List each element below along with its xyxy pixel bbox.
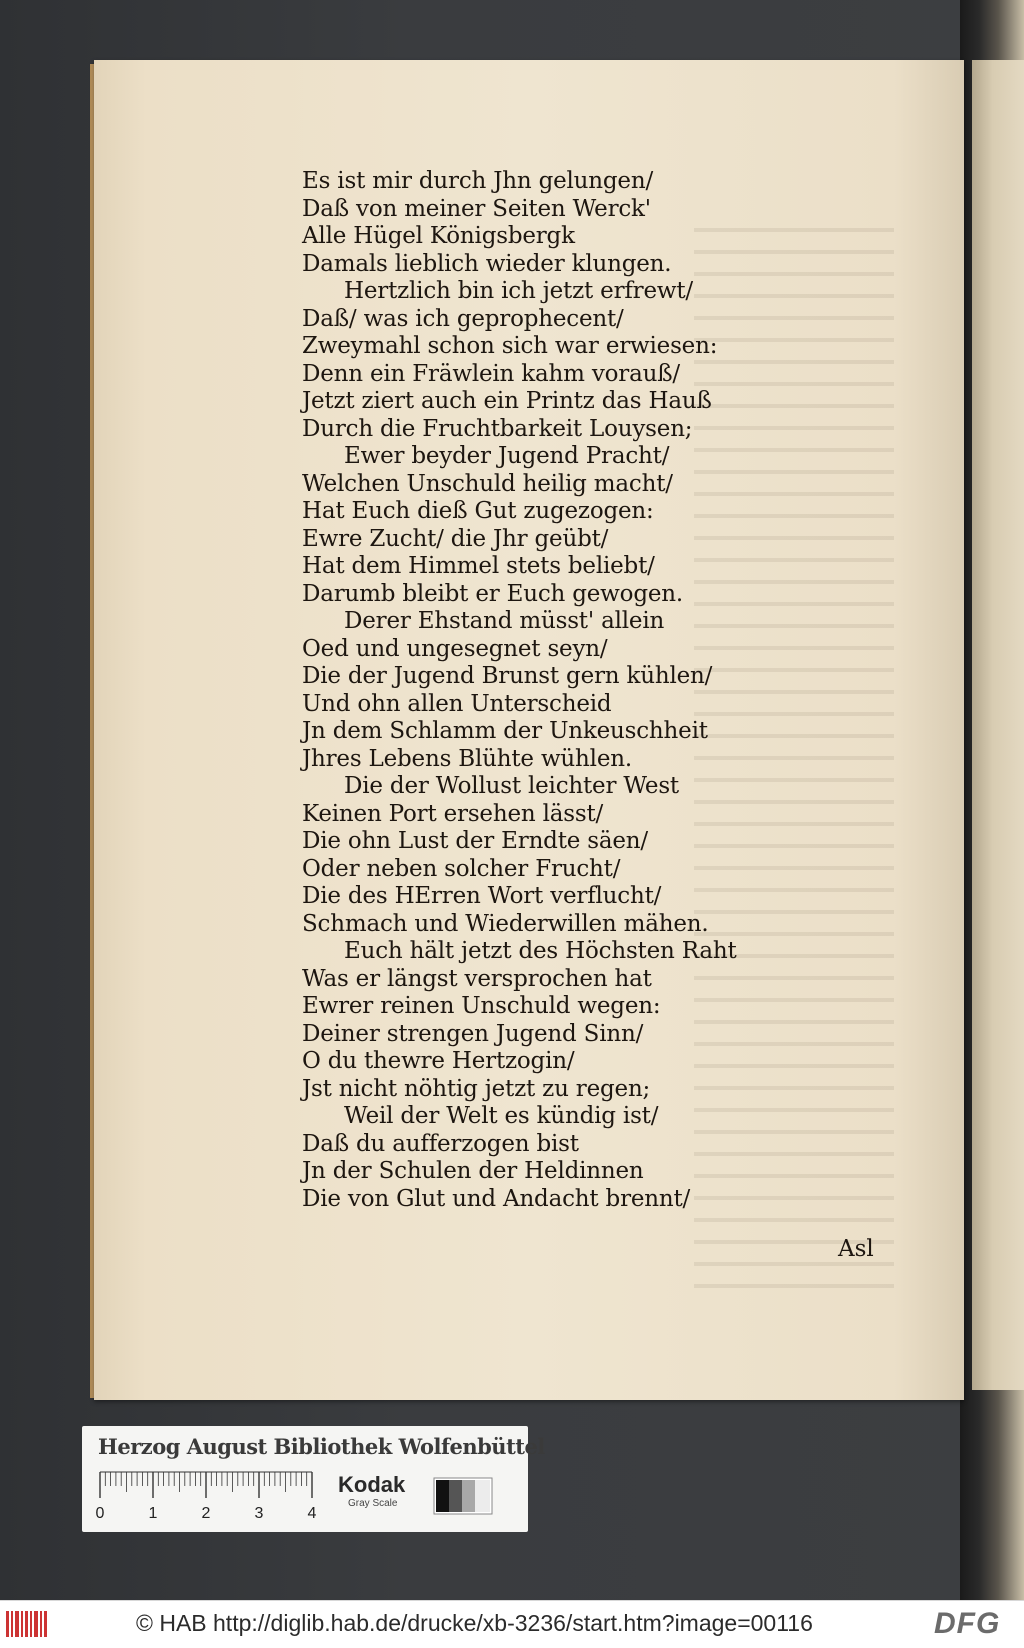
poem-line: Damals lieblich wieder klungen. xyxy=(302,250,672,277)
poem-line: Jn der Schulen der Heldinnen xyxy=(302,1158,644,1184)
poem-line: Euch hält jetzt des Höchsten Raht xyxy=(344,938,737,964)
poem-line: Ewer beyder Jugend Pracht/ xyxy=(344,443,670,469)
poem-line: Die des HErren Wort verflucht/ xyxy=(302,883,662,909)
ruler-number: 3 xyxy=(254,1505,264,1522)
dfg-logo: DFG xyxy=(934,1607,1001,1640)
catchword: Asl xyxy=(838,1236,874,1262)
poem-line: Schmach und Wiederwillen mähen. xyxy=(302,910,709,937)
poem-line: Denn ein Fräwlein kahm vorauß/ xyxy=(302,360,680,387)
poem-line: Welchen Unschuld heilig macht/ xyxy=(302,470,673,497)
ruler-number: 4 xyxy=(307,1505,317,1522)
poem-line: O du thewre Hertzogin/ xyxy=(302,1048,575,1074)
poem-line: Zweymahl schon sich war erwiesen: xyxy=(302,333,718,359)
poem-line: Jetzt ziert auch ein Printz das Hauß xyxy=(302,388,712,414)
poem-line: Deiner strengen Jugend Sinn/ xyxy=(302,1020,644,1047)
poem-line: Darumb bleibt er Euch gewogen. xyxy=(302,580,683,607)
poem-line: Ewrer reinen Unschuld wegen: xyxy=(302,993,661,1019)
poem-line: Die von Glut und Andacht brennt/ xyxy=(302,1185,691,1212)
poem-line: Daß du aufferzogen bist xyxy=(302,1130,579,1157)
poem-line: Weil der Welt es kündig ist/ xyxy=(344,1103,659,1129)
kodak-brand: Kodak xyxy=(338,1472,406,1497)
poem-line: Alle Hügel Königsbergk xyxy=(302,223,575,249)
poem-line: Jn dem Schlamm der Unkeuschheit xyxy=(302,718,708,744)
poem-line: Was er längst versprochen hat xyxy=(302,965,652,992)
hab-barcode-icon xyxy=(6,1611,48,1637)
poem-line: Keinen Port ersehen lässt/ xyxy=(302,800,604,827)
copyright-url[interactable]: © HAB http://diglib.hab.de/drucke/xb-3236/start.htm?image=00116 xyxy=(136,1610,813,1636)
facing-page-edge xyxy=(972,60,1024,1390)
poem-line: Hat Euch dieß Gut zugezogen: xyxy=(302,498,654,524)
poem-line: Jst nicht nöhtig jetzt zu regen; xyxy=(302,1075,651,1102)
poem-line: Oed und ungesegnet seyn/ xyxy=(302,635,608,662)
poem-line: Derer Ehstand müsst' allein xyxy=(344,608,665,634)
poem-line: Und ohn allen Unterscheid xyxy=(302,690,612,717)
poem-line: Die der Jugend Brunst gern kühlen/ xyxy=(302,663,713,689)
color-scale-card xyxy=(82,1426,545,1532)
poem-line: Hat dem Himmel stets beliebt/ xyxy=(302,553,655,579)
gray-scale-swatch xyxy=(434,1478,492,1514)
poem-text xyxy=(302,168,802,1213)
gray-scale-label: Gray Scale xyxy=(348,1498,398,1509)
poem-line: Es ist mir durch Jhn gelungen/ xyxy=(302,168,653,194)
ruler-number: 1 xyxy=(148,1505,158,1522)
poem-line: Durch die Fruchtbarkeit Louysen; xyxy=(302,415,693,442)
poem-line: Oder neben solcher Frucht/ xyxy=(302,855,621,882)
poem-line: Hertzlich bin ich jetzt erfrewt/ xyxy=(344,278,693,304)
scale-ruler xyxy=(95,1470,317,1526)
poem-line: Daß/ was ich geprophecent/ xyxy=(302,305,624,332)
poem-line: Jhres Lebens Blühte wühlen. xyxy=(302,745,632,772)
library-name: Herzog August Bibliothek Wolfenbüttel xyxy=(98,1434,545,1459)
poem-line: Die ohn Lust der Erndte säen/ xyxy=(302,828,648,854)
ruler-number: 2 xyxy=(201,1505,211,1522)
footer-bar xyxy=(0,1600,1024,1648)
poem-line: Die der Wollust leichter West xyxy=(344,773,679,799)
poem-line: Daß von meiner Seiten Werck' xyxy=(302,195,651,222)
poem-line: Ewre Zucht/ die Jhr geübt/ xyxy=(302,525,609,552)
ruler-number: 0 xyxy=(95,1505,105,1522)
